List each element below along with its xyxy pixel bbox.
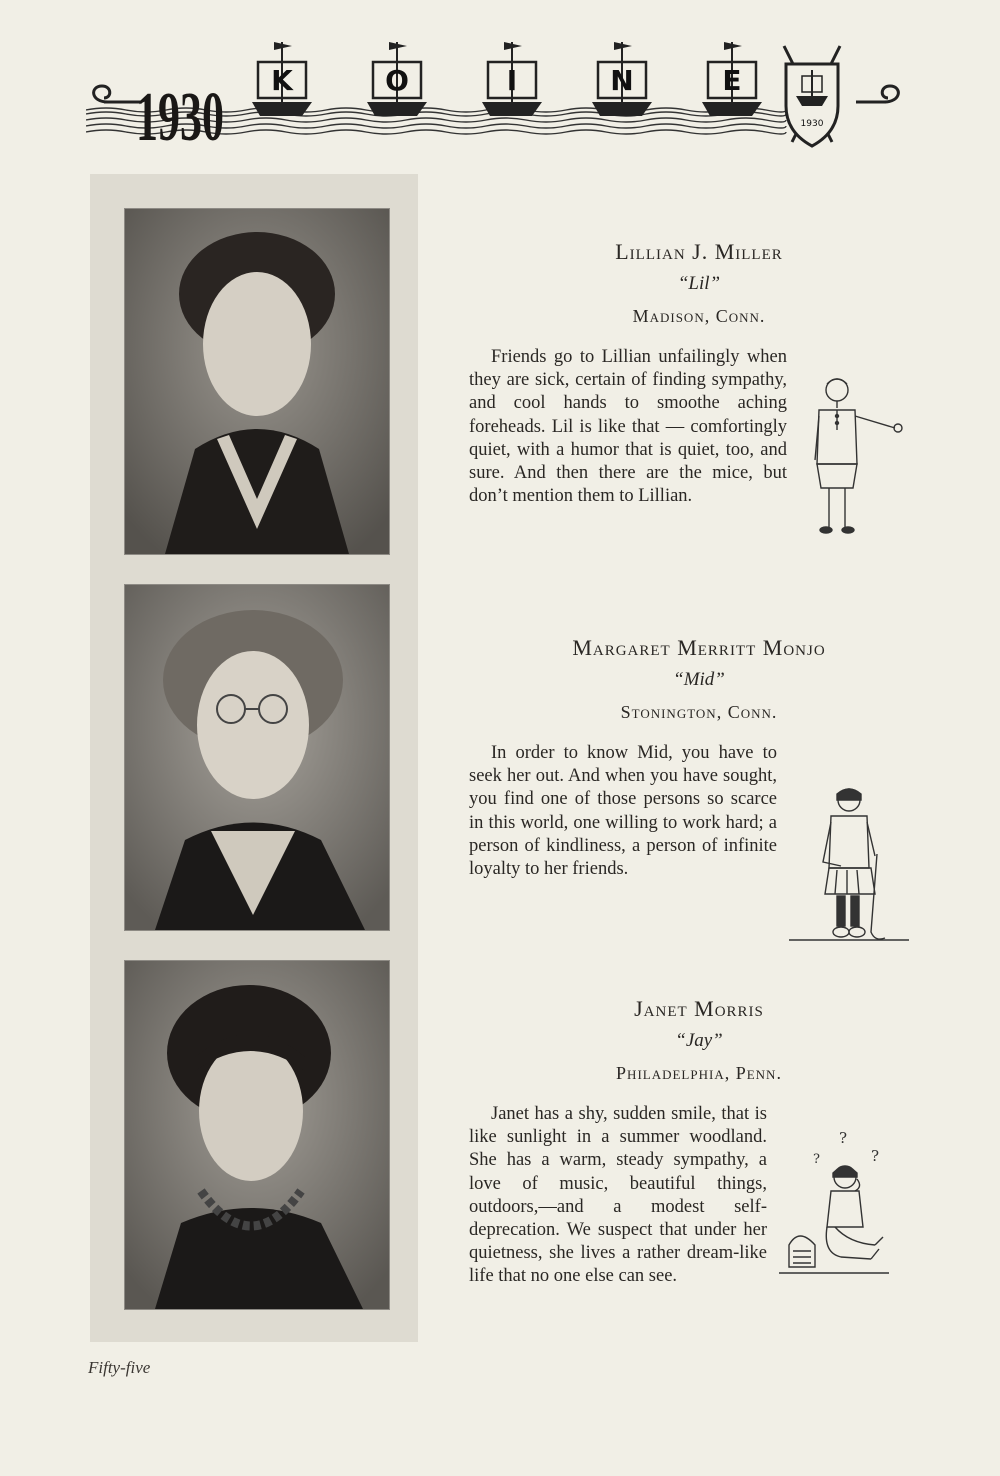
photo-strip (90, 174, 418, 1342)
crest-shield-icon (784, 46, 840, 146)
banner-letter: I (506, 64, 518, 97)
student-name: Margaret Merritt Monjo (572, 635, 826, 660)
cartoon-sketch-icon (789, 782, 929, 952)
portrait-photo (124, 960, 390, 1310)
svg-text:?: ? (871, 1147, 880, 1165)
student-nickname: “Lil” (677, 273, 721, 294)
banner-letter: N (610, 64, 634, 97)
student-bio: Friends go to Lillian unfailingly when they are sick, certain of finding sympathy, and cool hands to smoothe aching foreheads. Lil is like that — comfortingly quiet, with a humor that is quiet, too, and sure. And then there are the mice, but don’t mention them to Lillian. (469, 346, 929, 508)
student-hometown: Stonington, Conn. (620, 702, 778, 722)
crest-year: 1930 (800, 119, 824, 129)
portrait-photo (124, 208, 390, 555)
student-entry (469, 632, 929, 952)
page-number: Fifty-five (88, 1358, 151, 1377)
svg-text:?: ? (839, 1129, 848, 1147)
student-entry (469, 993, 929, 1289)
student-hometown: Madison, Conn. (632, 306, 766, 326)
banner-letter: K (271, 64, 293, 97)
student-entry (469, 236, 929, 540)
cartoon-sketch-icon (779, 1127, 929, 1287)
student-nickname: “Jay” (675, 1030, 723, 1051)
portrait-photo (124, 584, 390, 931)
banner-letter: O (385, 64, 409, 97)
student-bio: ? ? ? Janet has a shy, sudden smile, that is like sunlight in a summer woodland. She has a warm, steady sympathy, a love of music, beautiful things, outdoors,—and a modest self-deprecation. We suspect that under her quietness, she lives a rather dream-like life that no one else can see. (469, 1103, 929, 1289)
student-nickname: “Mid” (673, 669, 725, 690)
svg-text:?: ? (813, 1152, 820, 1167)
student-bio: In order to know Mid, you have to seek her out. And when you have sought, you find one of those persons so scarce in this world, one willing to work hard; a person of kindliness, a person of infinite loyalty to her friends. (469, 742, 929, 881)
cartoon-sketch-icon (799, 370, 929, 540)
student-hometown: Philadelphia, Penn. (616, 1063, 782, 1083)
student-name: Janet Morris (634, 996, 764, 1021)
masthead-banner (86, 36, 906, 166)
banner-year: 1930 (136, 79, 224, 156)
banner-letter: E (722, 64, 742, 97)
ship-letter-group (252, 42, 762, 116)
student-name: Lillian J. Miller (615, 239, 783, 264)
